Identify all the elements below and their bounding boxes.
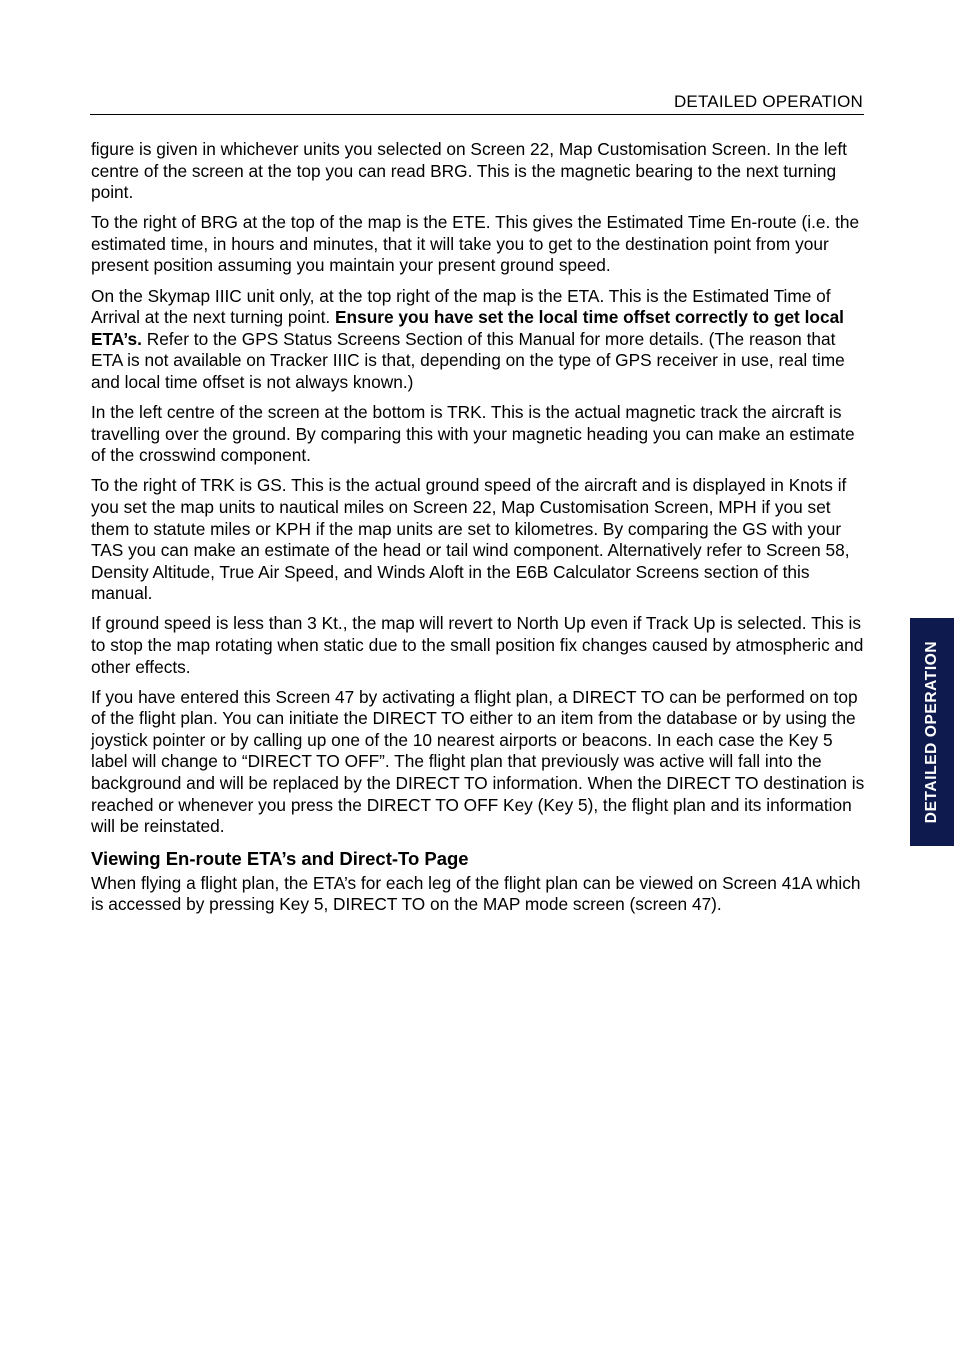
paragraph-trk: In the left centre of the screen at the bottom is TRK. This is the actual magnetic track the aircraft is travelling over the ground. By comparing this with your magnetic heading you can make an estimate of the crosswind component.	[91, 402, 855, 466]
side-section-tab	[910, 618, 954, 846]
paragraph-direct-to: If you have entered this Screen 47 by activating a flight plan, a DIRECT TO can be performed on top of the flight plan. You can initiate the DIRECT TO either to an item from the database or by using the joystick pointer or by calling up one of the 10 nearest airports or beacons. In each case the Key 5 label will change to “DIRECT TO OFF”. The flight plan that previously was active will fall into the background and will be replaced by the DIRECT TO information. When the DIRECT TO destination is reached or whenever you press the DIRECT TO OFF Key (Key 5), the flight plan and its information will be reinstated.	[91, 686, 865, 837]
section-heading: Viewing En-route ETA’s and Direct-To Page	[91, 847, 469, 869]
side-tab-label: DETAILED OPERATION	[923, 640, 940, 824]
paragraph-eta	[91, 286, 866, 394]
paragraph-north-up: If ground speed is less than 3 Kt., the map will revert to North Up even if Track Up is selected. This is to stop the map rotating when static due to the small position fix changes caused by atmospheric and other effects.	[91, 613, 864, 677]
eta-warning-bold: Ensure you have set the local time offset correctly to get local ETA’s.	[91, 307, 844, 349]
paragraph-enroute-eta: When flying a flight plan, the ETA’s for each leg of the flight plan can be viewed on Screen 41A which is accessed by pressing Key 5, DIRECT TO on the MAP mode screen (screen 47).	[91, 872, 861, 915]
eta-text-after: Refer to the GPS Status Screens Section of this Manual for more details. (The reason that ETA is not available on Tracker IIIC is that, depending on the type of GPS receiver in use, real time and local time offset is not always known.)	[91, 328, 845, 392]
paragraph-ete: To the right of BRG at the top of the map is the ETE. This gives the Estimated Time En-route (i.e. the estimated time, in hours and minutes, that it will take you to get to the destination point from your present position assuming you maintain your present ground speed.	[91, 212, 860, 276]
header-title: DETAILED OPERATION	[673, 92, 863, 111]
paragraph-units-brg: figure is given in whichever units you selected on Screen 22, Map Customisation Screen. In the left centre of the screen at the top you can read BRG. This is the magnetic bearing to the next turning point.	[91, 139, 847, 203]
page-header	[90, 90, 864, 115]
page-content	[91, 139, 866, 925]
eta-text-before: On the Skymap IIIC unit only, at the top right of the map is the ETA. This is the Estimated Time of Arrival at the next turning point.	[91, 285, 831, 328]
paragraph-gs: To the right of TRK is GS. This is the actual ground speed of the aircraft and is displayed in Knots if you set the map units to nautical miles on Screen 22, Map Customisation Screen, MPH if you set them to statute miles or KPH if the map units are set to kilometres. By comparing the GS with your TAS you can make an estimate of the head or tail wind component. Alternatively refer to Screen 58, Density Altitude, True Air Speed, and Winds Aloft in the E6B Calculator Screens section of this manual.	[91, 475, 850, 604]
